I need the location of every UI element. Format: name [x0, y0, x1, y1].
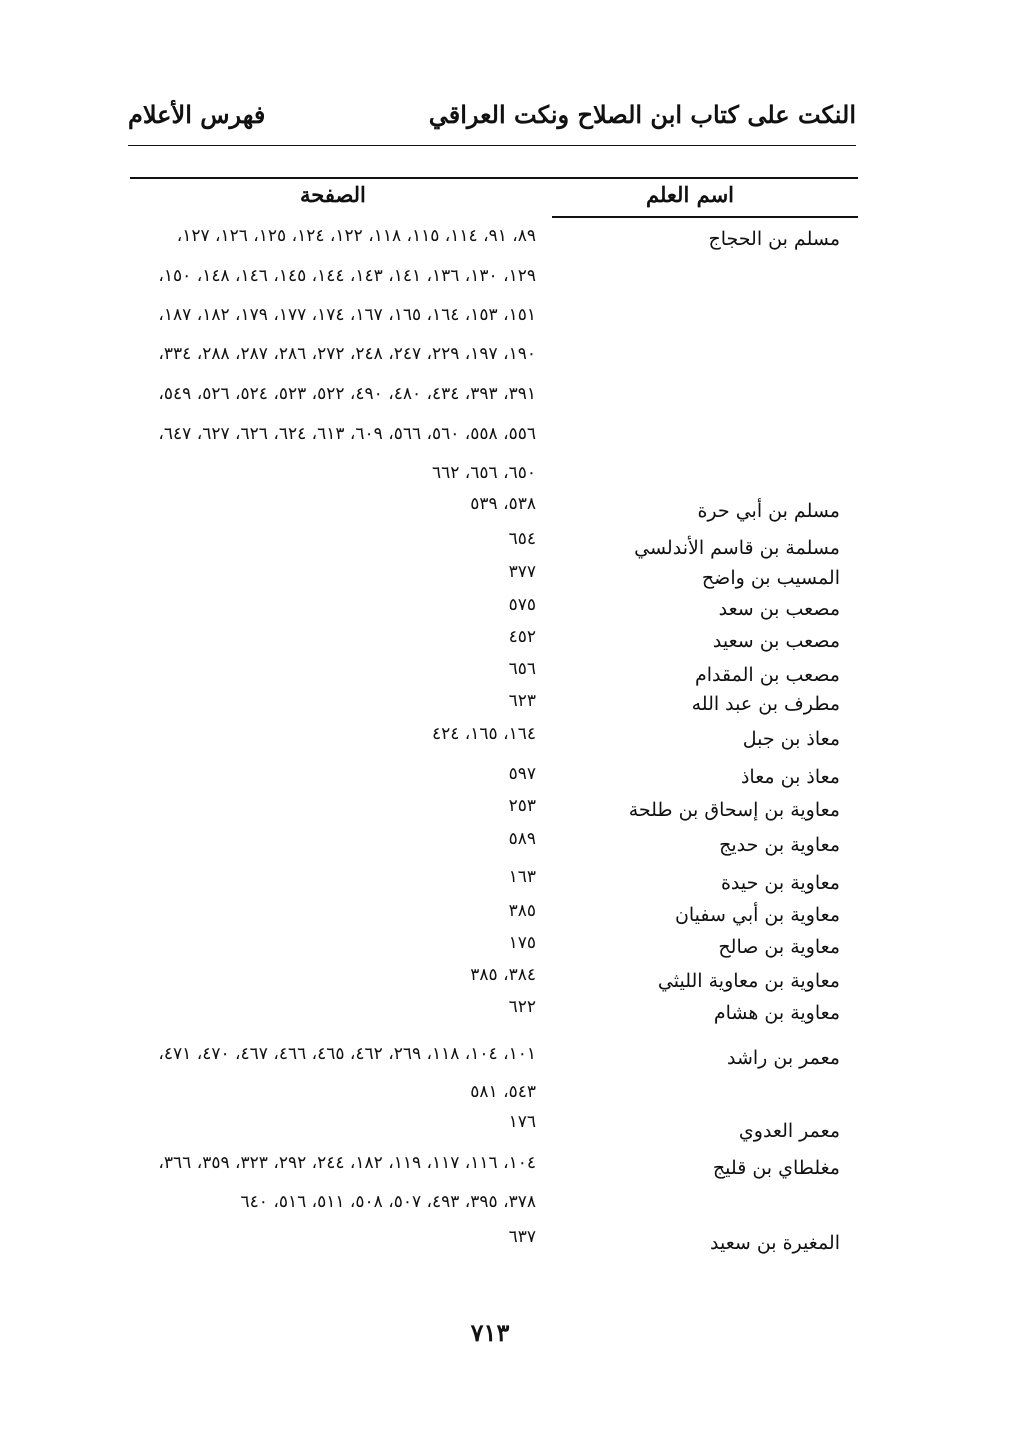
entry-name: معمر العدوي — [738, 1120, 840, 1142]
entry-pages: ١٦٣ — [508, 867, 536, 887]
entry-name: معاوية بن حديج — [719, 834, 840, 856]
entry-name: مسلمة بن قاسم الأندلسي — [634, 537, 840, 559]
entry-name: معاذ بن معاذ — [740, 766, 840, 788]
column-header-name: اسم العلم — [645, 182, 734, 207]
entry-name: معاوية بن صالح — [718, 936, 840, 958]
entry-name: مغلطاي بن قليج — [712, 1157, 840, 1179]
entry-pages: ١٦٤، ١٦٥، ٤٢٤ — [432, 724, 536, 744]
entry-name: مصعب بن سعد — [718, 598, 840, 620]
entry-pages: ٣٧٧ — [508, 562, 536, 582]
entry-name: مصعب بن المقدام — [695, 664, 840, 686]
entry-name: معاوية بن حيدة — [720, 872, 840, 894]
entry-pages: ٥٧٥ — [508, 595, 536, 615]
entry-name: معمر بن راشد — [727, 1047, 840, 1069]
entry-pages: ٦٢٣ — [508, 691, 536, 711]
entry-pages: ٦٥٠، ٦٥٦، ٦٦٢ — [432, 463, 536, 483]
section-title: فهرس الأعلام — [128, 100, 266, 129]
entry-name: معاوية بن أبي سفيان — [674, 904, 840, 926]
entry-name: مصعب بن سعيد — [712, 630, 840, 652]
entry-pages: ٣٩١، ٣٩٣، ٤٣٤، ٤٨٠، ٤٩٠، ٥٢٢، ٥٢٣، ٥٢٤، ٥٢٦، ٥٤٩، — [158, 384, 536, 404]
entry-pages: ٦٥٤ — [508, 529, 536, 549]
entry-name: معاوية بن معاوية الليثي — [657, 970, 840, 992]
entry-pages: ٦٢٢ — [508, 997, 536, 1017]
entry-pages: ٥٥٦، ٥٥٨، ٥٦٠، ٥٦٦، ٦٠٩، ٦١٣، ٦٢٤، ٦٢٦، ٦٢٧، ٦٤٧، — [158, 424, 536, 444]
entry-pages: ١٥١، ١٥٣، ١٦٤، ١٦٥، ١٦٧، ١٧٤، ١٧٧، ١٧٩، ١٨٢، ١٨٧، — [158, 305, 536, 325]
entry-pages: ١٩٠، ١٩٧، ٢٢٩، ٢٤٧، ٢٤٨، ٢٧٢، ٢٨٦، ٢٨٧، ٢٨٨، ٣٣٤، — [158, 344, 536, 364]
entry-name: المسيب بن واضح — [701, 567, 840, 589]
entry-name: معاوية بن إسحاق بن طلحة — [628, 799, 840, 821]
entry-pages: ٣٨٥ — [508, 901, 536, 921]
entry-pages: ٨٩، ٩١، ١١٤، ١١٥، ١١٨، ١٢٢، ١٢٤، ١٢٥، ١٢٦، ١٢٧، — [176, 226, 536, 246]
entry-pages: ١٧٦ — [508, 1112, 536, 1132]
column-header-pages: الصفحة — [300, 182, 366, 207]
entry-pages: ٣٧٨، ٣٩٥، ٤٩٣، ٥٠٧، ٥٠٨، ٥١١، ٥١٦، ٦٤٠ — [240, 1192, 536, 1212]
entry-name: معاوية بن هشام — [713, 1002, 840, 1024]
entry-pages: ٢٥٣ — [508, 796, 536, 816]
entry-pages: ٤٥٢ — [508, 627, 536, 647]
entry-pages: ٣٨٤، ٣٨٥ — [470, 965, 536, 985]
entry-pages: ١٢٩، ١٣٠، ١٣٦، ١٤١، ١٤٣، ١٤٤، ١٤٥، ١٤٦، ١٤٨، ١٥٠، — [158, 266, 536, 286]
entry-name: معاذ بن جبل — [742, 728, 840, 750]
entry-name: المغيرة بن سعيد — [709, 1232, 840, 1254]
entry-pages: ١٠٤، ١١٦، ١١٧، ١١٩، ١٨٢، ٢٤٤، ٢٩٢، ٣٢٣، ٣٥٩، ٣٦٦، — [158, 1153, 536, 1173]
book-title: النكت على كتاب ابن الصلاح ونكت العراقي — [428, 100, 856, 129]
entry-name: مسلم بن أبي حرة — [697, 500, 840, 522]
entry-pages: ٦٣٧ — [508, 1227, 536, 1247]
entry-pages: ٥٤٣، ٥٨١ — [470, 1082, 536, 1102]
entry-name: مسلم بن الحجاج — [708, 228, 840, 250]
entry-pages: ٥٣٨، ٥٣٩ — [470, 494, 536, 514]
entry-pages: ٥٩٧ — [508, 764, 536, 784]
entry-pages: ٦٥٦ — [508, 659, 536, 679]
entry-pages: ٥٨٩ — [508, 829, 536, 849]
entry-name: مطرف بن عبد الله — [691, 693, 840, 715]
page-number: ٧١٣ — [470, 1318, 510, 1347]
entry-pages: ١٧٥ — [508, 933, 536, 953]
entry-pages: ١٠١، ١٠٤، ١١٨، ٢٦٩، ٤٦٢، ٤٦٥، ٤٦٦، ٤٦٧، ٤٧٠، ٤٧١، — [158, 1044, 536, 1064]
